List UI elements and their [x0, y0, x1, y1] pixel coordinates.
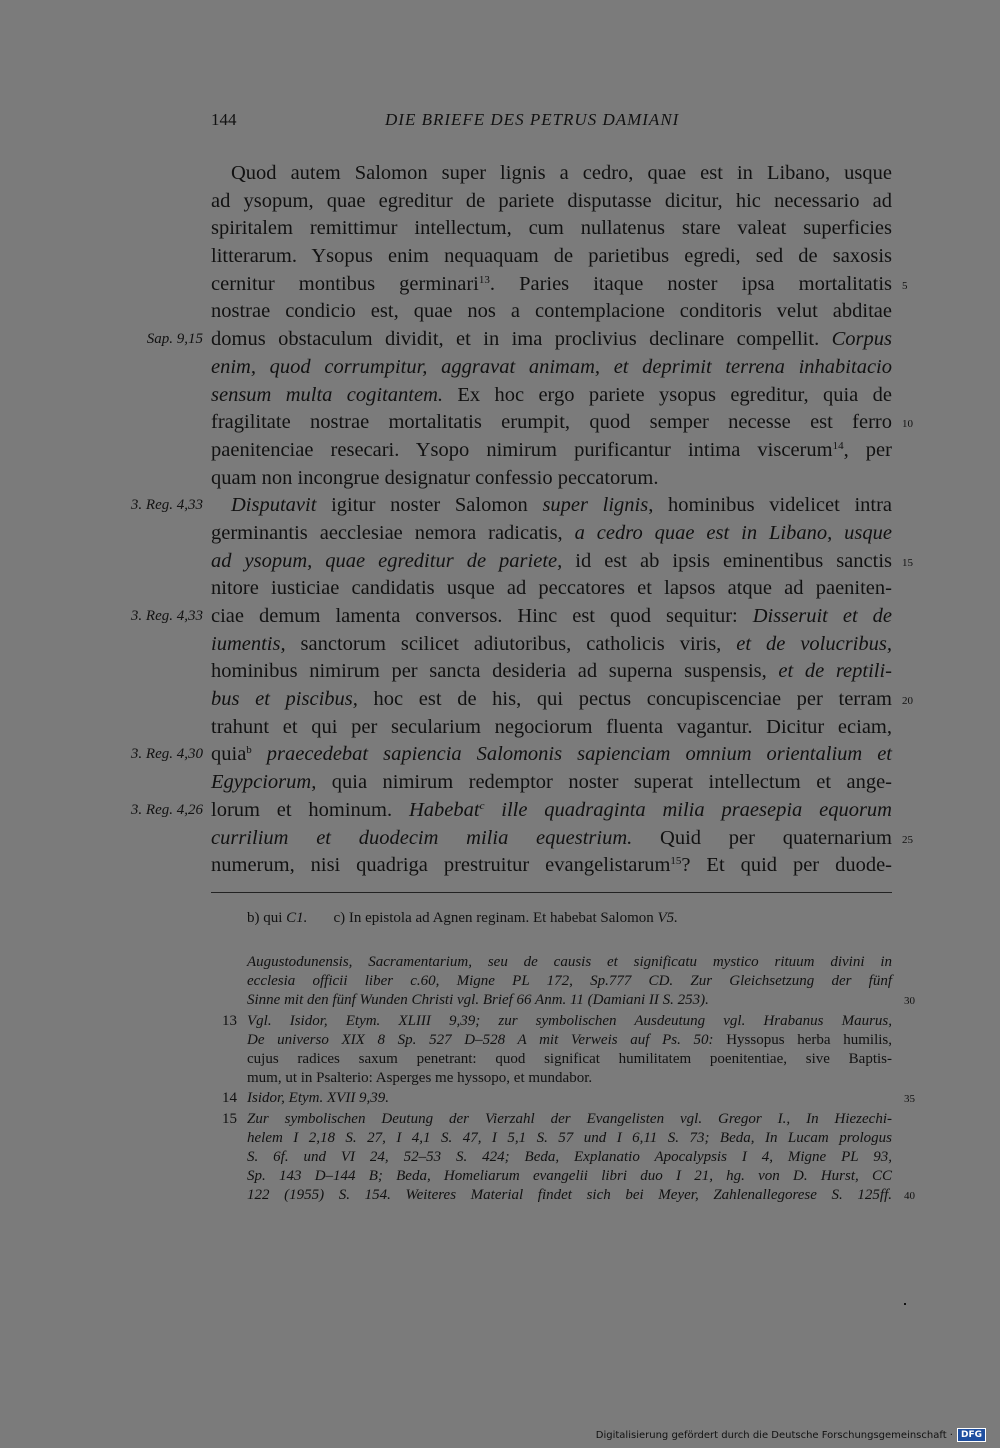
text-line-content: numerum, nisi quadriga prestruitur evangelistarum$^{15}$? Et quid per duode- [211, 854, 892, 877]
footnote-line [211, 1186, 915, 1205]
text-line-content: cernitur montibus germinari$^{13}$. Paries itaque noster ipsa mortalitatis [211, 272, 892, 295]
text-line-content: ad ysopum, quae egreditur de pariete, id est ab ipsis eminentibus sanctis [211, 549, 892, 572]
footnote-line [211, 991, 915, 1010]
dfg-footer [596, 1428, 986, 1442]
footnote-text: Vgl. Isidor, Etym. XLIII 9,39; zur symbolischen Ausdeutung vgl. Hrabanus Maurus, [247, 1012, 892, 1029]
line-number: 5 [902, 279, 908, 292]
footnote-line [211, 1167, 892, 1186]
margin-reference: 3. Reg. 4,26 [130, 801, 203, 818]
text-line [130, 741, 892, 769]
text-line-content: sensum multa cogitantem. Ex hoc ergo pariete ysopus egreditur, quia de [211, 383, 892, 406]
main-text [130, 160, 913, 880]
footnote-line [211, 1089, 915, 1108]
text-line-content: paenitenciae resecari. Ysopo nimirum purificantur intima viscerum$^{14}$, per [211, 438, 892, 461]
footnote-text: helem I 2,18 S. 27, I 4,1 S. 47, I 5,1 S. 57 und I 6,11 S. 73; Beda, In Lucam prologus [247, 1129, 892, 1146]
text-line [211, 548, 913, 576]
text-line-content: hominibus nimirum per sancta desideria ad superna suspensis, et de reptili- [211, 660, 892, 683]
dfg-footer-text: Digitalisierung gefördert durch die Deutsche Forschungsgemeinschaft · [595, 1429, 953, 1441]
text-line-content: germinantis aecclesiae nemora radicatis, a cedro quae est in Libano, usque [211, 521, 892, 544]
text-line-content: Disputavit igitur noster Salomon super lignis, hominibus videlicet intra [231, 494, 893, 517]
footnote-text: Zur symbolischen Deutung der Vierzahl der Evangelisten vgl. Gregor I., In Hiezechi- [247, 1110, 892, 1127]
footnote-line [211, 953, 892, 972]
footnote-line [211, 1031, 892, 1050]
margin-reference: 3. Reg. 4,33 [130, 608, 203, 624]
text-line-content: Egypciorum, quia nimirum redemptor noster superat intellectum et ange- [211, 771, 892, 794]
text-line [211, 215, 892, 243]
text-line [211, 188, 892, 216]
text-line-content: nitore iusticiae candidatis usque ad peccatores et lapsos atque ad paeniten- [211, 577, 892, 600]
text-line-content: lorum et hominum. Habebat$^c$ ille quadraginta milia praesepia equorum [211, 798, 892, 821]
text-line-content: Quod autem Salomon super lignis a cedro, quae est in Libano, usque [231, 162, 892, 184]
footnote-line [211, 972, 892, 991]
text-line [211, 769, 892, 797]
footnote-line [211, 1050, 892, 1069]
text-line [211, 575, 892, 603]
text-line-content: trahunt et qui per secularium negociorum fluenta vagantur. Dicitur eciam, [211, 715, 892, 738]
footnote-text: Augustodunensis, Sacramentarium, seu de causis et significatu mystico rituum divini in [247, 954, 892, 970]
footnote-line [211, 1110, 892, 1129]
footnote-line [211, 1129, 892, 1148]
margin-reference: 3. Reg. 4,30 [130, 746, 203, 763]
text-line-content: enim, quod corrumpitur, aggravat animam, et deprimit terrena inhabitacio [211, 355, 892, 378]
text-line-content: litterarum. Ysopus enim nequaquam de parietibus egredi, sed de saxosis [211, 245, 892, 268]
margin-reference: Sap. 9,15 [146, 331, 203, 348]
footnote-text: De universo XIX 8 Sp. 527 D–528 A mit Verweis auf Ps. 50: Hyssopus herba humilis, [247, 1031, 892, 1048]
footnote-text: mum, ut in Psalterio: Asperges me hyssopo, et mundabor. [247, 1070, 593, 1087]
page-number: 144 [211, 110, 237, 129]
footnote-line [211, 1012, 892, 1031]
speck [904, 1303, 906, 1305]
page-header [0, 110, 1000, 134]
text-line-content: currilium et duodecim milia equestrium. Quid per quaternarium [211, 826, 892, 849]
footnote-text: Sinne mit den fünf Wunden Christi vgl. Brief 66 Anm. 11 (Damiani II S. 253). [247, 992, 709, 1009]
line-number: 30 [904, 995, 915, 1008]
footnotes [211, 953, 915, 1205]
footnote-text: Sp. 143 D–144 B; Beda, Homeliarum evangelii libri duo I 21, hg. von D. Hurst, CC [247, 1168, 892, 1185]
footnote-text: S. 6f. und VI 24, 52–53 S. 424; Beda, Explanatio Apocalypsis I 4, Migne PL 93, [247, 1148, 892, 1165]
dfg-logo: DFG [957, 1428, 986, 1442]
text-line-content: nostrae condicio est, quae nos a contemplacione conditoris velut abditae [211, 300, 892, 323]
text-line [211, 852, 892, 880]
line-number: 25 [902, 833, 913, 846]
footnote-text: cujus radices saxum penetrant: quod significat humilitatem poenitentiae, sive Baptis- [247, 1050, 892, 1067]
text-line-content: domus obstaculum dividit, et in ima proclivius declinare compellit. Corpus [211, 328, 892, 351]
apparatus-note: c) In epistola ad Agnen reginam. Et habebat Salomon V5. [333, 910, 678, 926]
text-line [211, 520, 892, 548]
line-number: 35 [904, 1093, 915, 1106]
text-line-content: ad ysopum, quae egreditur de pariete disputasse dicitur, hic necessario ad [211, 189, 892, 212]
footnote-text: ecclesia officii liber c.60, Migne PL 172, Sp.777 CD. Zur Gleichsetzung der fünf [247, 973, 892, 990]
text-line-content: iumentis, sanctorum scilicet adiutoribus, catholicis viris, et de volucribus, [211, 632, 892, 655]
text-line [130, 492, 893, 520]
text-line-content: quam non incongrue designatur confessio peccatorum. [211, 466, 659, 489]
text-line [211, 160, 892, 188]
text-line [211, 382, 892, 410]
text-line-content: ciae demum lamenta conversos. Hinc est quod sequitur: Disseruit et de [211, 605, 892, 627]
running-title: DIE BRIEFE DES PETRUS DAMIANI [385, 110, 680, 129]
text-line [130, 797, 892, 825]
text-line [211, 825, 913, 853]
margin-reference: 3. Reg. 4,33 [130, 497, 203, 514]
text-line [211, 658, 892, 686]
text-line [146, 326, 892, 354]
text-line [211, 465, 892, 493]
critical-apparatus [247, 910, 678, 927]
text-line [211, 243, 892, 271]
text-line-content: bus et piscibus, hoc est de his, qui pectus concupiscenciae per terram [211, 688, 892, 711]
text-line [130, 603, 892, 631]
footnote-number: 13 [222, 1012, 237, 1029]
text-line [211, 631, 892, 659]
text-line-content: quia$^b$ praecedebat sapiencia Salomonis sapienciam omnium orientalium et [211, 743, 892, 766]
footnote-separator [211, 892, 892, 893]
line-number: 15 [902, 556, 913, 569]
text-line [211, 714, 892, 742]
text-line [211, 409, 913, 437]
footnote-line [211, 1148, 892, 1167]
footnote-line [211, 1069, 892, 1088]
footnote-number: 14 [222, 1090, 237, 1107]
footnote-text: Isidor, Etym. XVII 9,39. [247, 1090, 390, 1107]
line-number: 40 [904, 1190, 915, 1203]
apparatus-note: b) qui C1. [247, 910, 308, 926]
line-number: 20 [902, 695, 913, 708]
line-number: 10 [902, 418, 913, 431]
footnote-text: 122 (1955) S. 154. Weiteres Material findet sich bei Meyer, Zahlenallegorese S. 125ff. [247, 1187, 892, 1204]
text-line [211, 437, 892, 465]
footnote-number: 15 [222, 1110, 237, 1127]
text-line [211, 271, 908, 299]
text-line-content: spiritalem remittimur intellectum, cum nullatenus stare valeat superficies [211, 217, 892, 240]
text-line [211, 354, 892, 382]
text-line [211, 686, 913, 714]
text-line [211, 298, 892, 326]
text-line-content: fragilitate nostrae mortalitatis erumpit, quod semper necesse est ferro [211, 411, 892, 434]
